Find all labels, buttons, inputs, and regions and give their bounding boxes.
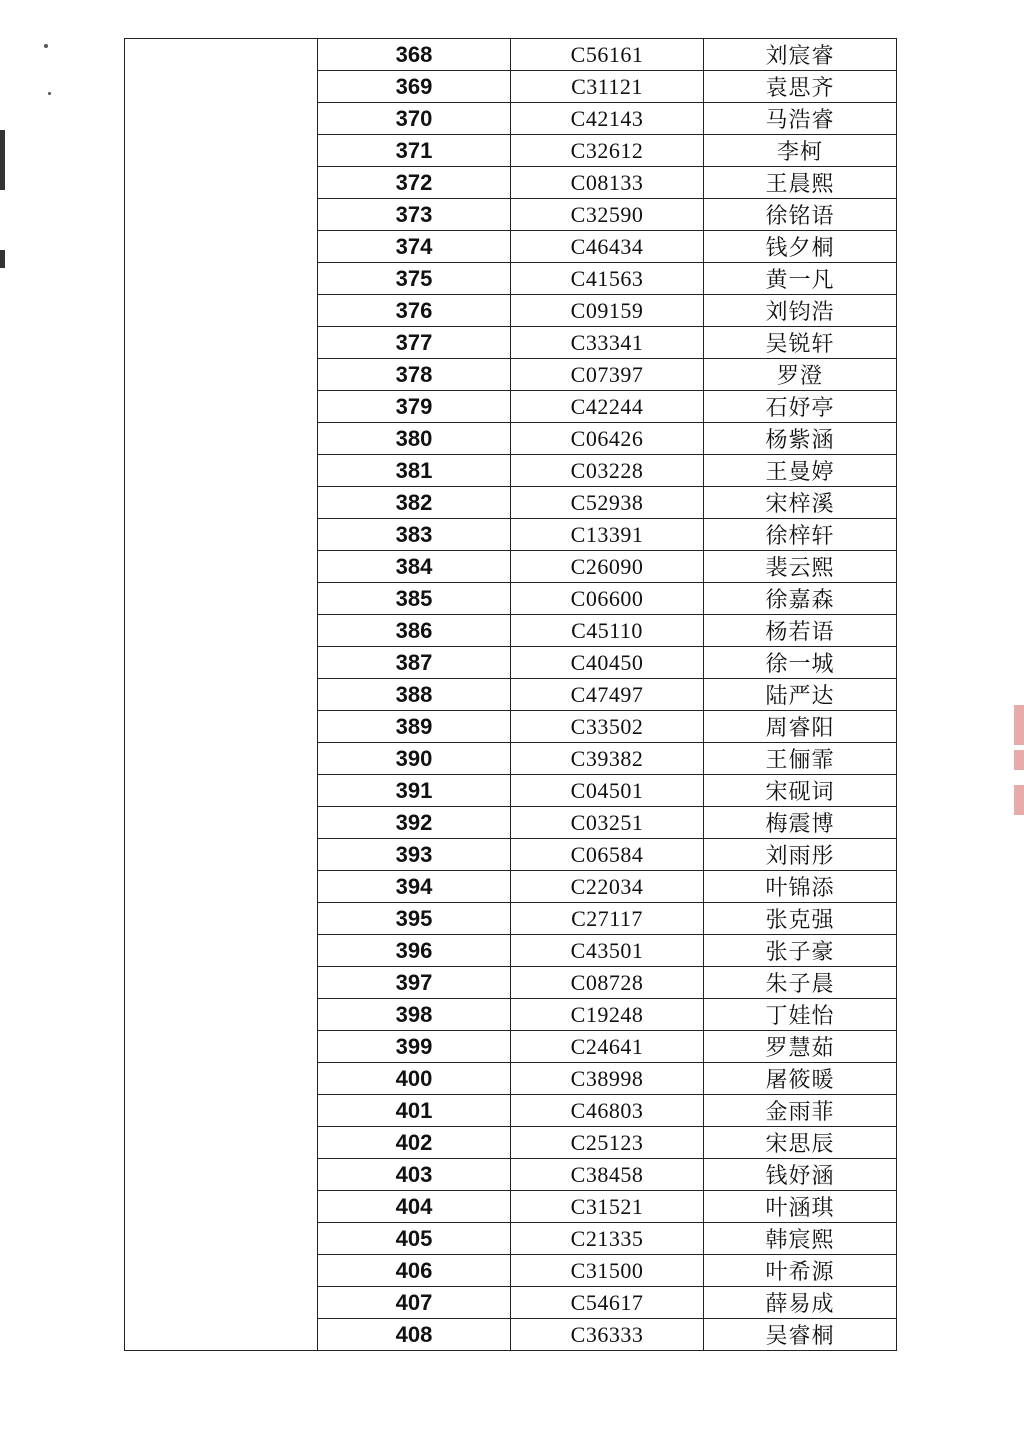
seq-cell: 376 xyxy=(318,295,511,327)
code-cell: C41563 xyxy=(511,263,704,295)
seq-cell: 390 xyxy=(318,743,511,775)
roster-body xyxy=(125,39,897,1351)
seq-cell: 398 xyxy=(318,999,511,1031)
seq-cell: 375 xyxy=(318,263,511,295)
name-cell: 罗慧茹 xyxy=(704,1031,897,1063)
name-cell: 朱子晨 xyxy=(704,967,897,999)
code-cell: C52938 xyxy=(511,487,704,519)
name-cell: 王曼婷 xyxy=(704,455,897,487)
code-cell: C22034 xyxy=(511,871,704,903)
seq-cell: 380 xyxy=(318,423,511,455)
name-cell: 马浩睿 xyxy=(704,103,897,135)
code-cell: C54617 xyxy=(511,1287,704,1319)
name-cell: 王俪霏 xyxy=(704,743,897,775)
seq-cell: 392 xyxy=(318,807,511,839)
code-cell: C06600 xyxy=(511,583,704,615)
merged-blank-cell xyxy=(125,39,318,1351)
code-cell: C03251 xyxy=(511,807,704,839)
seq-cell: 405 xyxy=(318,1223,511,1255)
code-cell: C21335 xyxy=(511,1223,704,1255)
code-cell: C32612 xyxy=(511,135,704,167)
code-cell: C24641 xyxy=(511,1031,704,1063)
code-cell: C26090 xyxy=(511,551,704,583)
name-cell: 丁娃怡 xyxy=(704,999,897,1031)
table-row xyxy=(125,39,897,71)
code-cell: C07397 xyxy=(511,359,704,391)
name-cell: 袁思齐 xyxy=(704,71,897,103)
seq-cell: 402 xyxy=(318,1127,511,1159)
code-cell: C43501 xyxy=(511,935,704,967)
name-cell: 吴睿桐 xyxy=(704,1319,897,1351)
seq-cell: 400 xyxy=(318,1063,511,1095)
seq-cell: 403 xyxy=(318,1159,511,1191)
code-cell: C09159 xyxy=(511,295,704,327)
code-cell: C46803 xyxy=(511,1095,704,1127)
code-cell: C19248 xyxy=(511,999,704,1031)
name-cell: 张克强 xyxy=(704,903,897,935)
scan-speck xyxy=(48,92,51,95)
seq-cell: 404 xyxy=(318,1191,511,1223)
code-cell: C31121 xyxy=(511,71,704,103)
code-cell: C06584 xyxy=(511,839,704,871)
code-cell: C13391 xyxy=(511,519,704,551)
code-cell: C38458 xyxy=(511,1159,704,1191)
name-cell: 韩宸熙 xyxy=(704,1223,897,1255)
name-cell: 王晨熙 xyxy=(704,167,897,199)
code-cell: C36333 xyxy=(511,1319,704,1351)
seq-cell: 381 xyxy=(318,455,511,487)
name-cell: 刘宸睿 xyxy=(704,39,897,71)
stamp-edge-mark xyxy=(1014,750,1024,770)
name-cell: 杨紫涵 xyxy=(704,423,897,455)
code-cell: C33502 xyxy=(511,711,704,743)
name-cell: 徐梓轩 xyxy=(704,519,897,551)
seq-cell: 391 xyxy=(318,775,511,807)
code-cell: C06426 xyxy=(511,423,704,455)
name-cell: 徐嘉森 xyxy=(704,583,897,615)
name-cell: 罗澄 xyxy=(704,359,897,391)
name-cell: 钱妤涵 xyxy=(704,1159,897,1191)
seq-cell: 406 xyxy=(318,1255,511,1287)
seq-cell: 386 xyxy=(318,615,511,647)
seq-cell: 370 xyxy=(318,103,511,135)
code-cell: C33341 xyxy=(511,327,704,359)
name-cell: 屠筱暖 xyxy=(704,1063,897,1095)
seq-cell: 372 xyxy=(318,167,511,199)
code-cell: C39382 xyxy=(511,743,704,775)
scan-edge-mark xyxy=(0,250,5,268)
seq-cell: 395 xyxy=(318,903,511,935)
seq-cell: 387 xyxy=(318,647,511,679)
seq-cell: 384 xyxy=(318,551,511,583)
seq-cell: 368 xyxy=(318,39,511,71)
seq-cell: 408 xyxy=(318,1319,511,1351)
name-cell: 宋思辰 xyxy=(704,1127,897,1159)
seq-cell: 401 xyxy=(318,1095,511,1127)
code-cell: C56161 xyxy=(511,39,704,71)
name-cell: 杨若语 xyxy=(704,615,897,647)
code-cell: C08728 xyxy=(511,967,704,999)
seq-cell: 383 xyxy=(318,519,511,551)
seq-cell: 388 xyxy=(318,679,511,711)
code-cell: C42244 xyxy=(511,391,704,423)
seq-cell: 385 xyxy=(318,583,511,615)
name-cell: 刘钧浩 xyxy=(704,295,897,327)
name-cell: 徐一城 xyxy=(704,647,897,679)
code-cell: C31500 xyxy=(511,1255,704,1287)
name-cell: 钱夕桐 xyxy=(704,231,897,263)
stamp-edge-mark xyxy=(1014,705,1024,745)
code-cell: C25123 xyxy=(511,1127,704,1159)
stamp-edge-mark xyxy=(1014,785,1024,815)
name-cell: 黄一凡 xyxy=(704,263,897,295)
code-cell: C03228 xyxy=(511,455,704,487)
name-cell: 裴云熙 xyxy=(704,551,897,583)
name-cell: 李柯 xyxy=(704,135,897,167)
seq-cell: 374 xyxy=(318,231,511,263)
seq-cell: 377 xyxy=(318,327,511,359)
seq-cell: 379 xyxy=(318,391,511,423)
name-cell: 陆严达 xyxy=(704,679,897,711)
name-cell: 薛易成 xyxy=(704,1287,897,1319)
scan-edge-mark xyxy=(0,130,5,190)
seq-cell: 397 xyxy=(318,967,511,999)
name-cell: 叶涵琪 xyxy=(704,1191,897,1223)
name-cell: 刘雨彤 xyxy=(704,839,897,871)
code-cell: C46434 xyxy=(511,231,704,263)
code-cell: C40450 xyxy=(511,647,704,679)
name-cell: 金雨菲 xyxy=(704,1095,897,1127)
name-cell: 石妤亭 xyxy=(704,391,897,423)
code-cell: C32590 xyxy=(511,199,704,231)
name-cell: 梅震博 xyxy=(704,807,897,839)
seq-cell: 378 xyxy=(318,359,511,391)
code-cell: C04501 xyxy=(511,775,704,807)
scan-speck xyxy=(44,44,48,48)
seq-cell: 396 xyxy=(318,935,511,967)
seq-cell: 394 xyxy=(318,871,511,903)
code-cell: C08133 xyxy=(511,167,704,199)
name-cell: 叶锦添 xyxy=(704,871,897,903)
code-cell: C42143 xyxy=(511,103,704,135)
seq-cell: 407 xyxy=(318,1287,511,1319)
seq-cell: 399 xyxy=(318,1031,511,1063)
name-cell: 徐铭语 xyxy=(704,199,897,231)
name-cell: 宋梓溪 xyxy=(704,487,897,519)
code-cell: C47497 xyxy=(511,679,704,711)
name-cell: 张子豪 xyxy=(704,935,897,967)
code-cell: C38998 xyxy=(511,1063,704,1095)
seq-cell: 373 xyxy=(318,199,511,231)
code-cell: C45110 xyxy=(511,615,704,647)
seq-cell: 371 xyxy=(318,135,511,167)
seq-cell: 389 xyxy=(318,711,511,743)
seq-cell: 382 xyxy=(318,487,511,519)
name-cell: 叶希源 xyxy=(704,1255,897,1287)
roster-table xyxy=(124,38,897,1351)
name-cell: 周睿阳 xyxy=(704,711,897,743)
seq-cell: 369 xyxy=(318,71,511,103)
seq-cell: 393 xyxy=(318,839,511,871)
code-cell: C31521 xyxy=(511,1191,704,1223)
code-cell: C27117 xyxy=(511,903,704,935)
name-cell: 吴锐轩 xyxy=(704,327,897,359)
name-cell: 宋砚词 xyxy=(704,775,897,807)
